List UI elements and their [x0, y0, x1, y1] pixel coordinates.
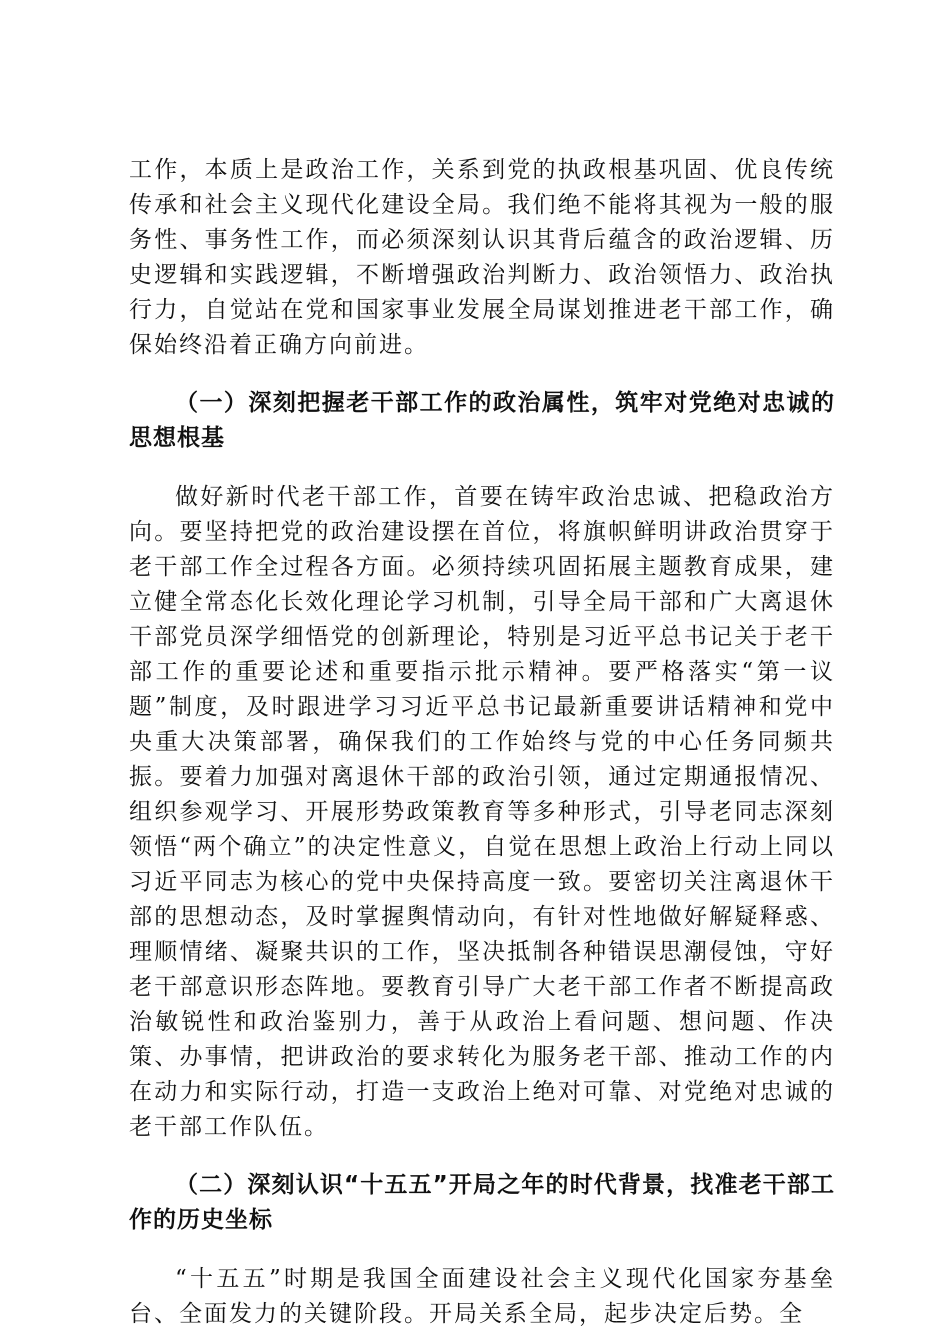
- body-paragraph-intro: 工作，本质上是政治工作，关系到党的执政根基巩固、优良传统传承和社会主义现代化建设全局。我们绝不能将其视为一般的服务性、事务性工作，而必须深刻认识其背后蕴含的政治逻辑、历史逻辑和实践逻辑，不断增强政治判断力、政治领悟力、政治执行力，自觉站在党和国家事业发展全局谋划推进老干部工作，确保始终沿着正确方向前进。: [129, 157, 835, 358]
- body-paragraph-section-1: 做好新时代老干部工作，首要在铸牢政治忠诚、把稳政治方向。要坚持把党的政治建设摆在首位，将旗帜鲜明讲政治贯穿于老干部工作全过程各方面。必须持续巩固拓展主题教育成果，建立健全常态化长效化理论学习机制，引导全局干部和广大离退休干部党员深学细悟党的创新理论，特别是习近平总书记关于老干部工作的重要论述和重要指示批示精神。要严格落实“第一议题”制度，及时跟进学习习近平总书记最新重要讲话精神和党中央重大决策部署，确保我们的工作始终与党的中心任务同频共振。要着力加强对离退休干部的政治引领，通过定期通报情况、组织参观学习、开展形势政策教育等多种形式，引导老同志深刻领悟“两个确立”的决定性意义，自觉在思想上政治上行动上同以习近平同志为核心的党中央保持高度一致。要密切关注离退休干部的思想动态，及时掌握舆情动向，有针对性地做好解疑释惑、理顺情绪、凝聚共识的工作，坚决抵制各种错误思潮侵蚀，守好老干部意识形态阵地。要教育引导广大老干部工作者不断提高政治敏锐性和政治鉴别力，善于从政治上看问题、想问题、作决策、办事情，把讲政治的要求转化为服务老干部、推动工作的内在动力和实际行动，打造一支政治上绝对可靠、对党绝对忠诚的老干部工作队伍。: [129, 484, 835, 1140]
- paragraph-spacer: [129, 1238, 835, 1262]
- paragraph-spacer: [129, 363, 835, 386]
- document-body: [129, 153, 835, 1332]
- paragraph-spacer: [129, 456, 835, 480]
- section-heading-2: （二）深刻认识“十五五”开局之年的时代背景，找准老干部工作的历史坐标: [129, 1172, 835, 1233]
- section-heading-1: （一）深刻把握老干部工作的政治属性，筑牢对党绝对忠诚的思想根基: [129, 390, 835, 451]
- body-paragraph-section-2: “十五五”时期是我国全面建设社会主义现代化国家夯基垒台、全面发力的关键阶段。开局关系全局，起步决定后势。全: [129, 1266, 835, 1327]
- paragraph-spacer: [129, 1145, 835, 1168]
